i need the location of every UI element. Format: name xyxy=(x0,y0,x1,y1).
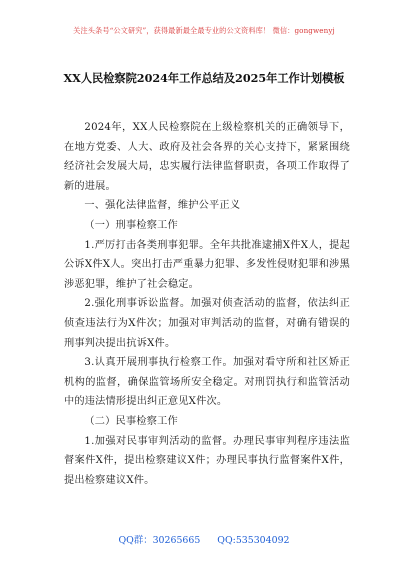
subsection-heading: （一）刑事检察工作 xyxy=(84,219,178,231)
section-heading: 一、强化法律监督，维护公平正义 xyxy=(84,200,241,212)
paragraph: 1.严厉打击各类刑事犯罪。全年共批准逮捕X件X人，提起公诉X件X人。突出打击严重暴力犯罪、多发性侵财犯罪和涉黑涉恶犯罪，维护了社会稳定。 xyxy=(64,239,350,290)
document-title: XX人民检察院2024年工作总结及2025年工作计划模板 xyxy=(63,71,345,85)
footer-contact xyxy=(0,532,408,546)
paragraph: 2.强化刑事诉讼监督。加强对侦查活动的监督，依法纠正侦查违法行为X件次；加强对审判活动的监督，对确有错误的刑事判决提出抗诉X件。 xyxy=(64,298,350,349)
paragraph: 1.加强对民事审判活动的监督。办理民事审判程序违法监督案件X件，提出检察建议X件；办理民事执行监督案件X件，提出检察建议X件。 xyxy=(64,435,350,486)
paragraph: 3.认真开展刑事执行检察工作。加强对看守所和社区矫正机构的监督，确保监管场所安全稳定。对刑罚执行和监管活动中的违法情形提出纠正意见X件次。 xyxy=(64,357,350,408)
document-body xyxy=(64,118,350,490)
footer-qq-group: QQ群：30265665 xyxy=(118,535,201,546)
subsection-heading: （二）民事检察工作 xyxy=(84,415,178,427)
paragraph: 2024年，XX人民检察院在上级检察机关的正确领导下，在地方党委、人大、政府及社会各界的关心支持下，紧紧围绕经济社会发展大局，忠实履行法律监督职责，各项工作取得了新的进展。 xyxy=(64,122,350,192)
header-notice: 关注头条号“公文研究”，获得最新最全最专业的公文资料库！ 微信：gongwenyj xyxy=(73,26,335,35)
footer-qq: QQ:535304092 xyxy=(217,535,290,546)
